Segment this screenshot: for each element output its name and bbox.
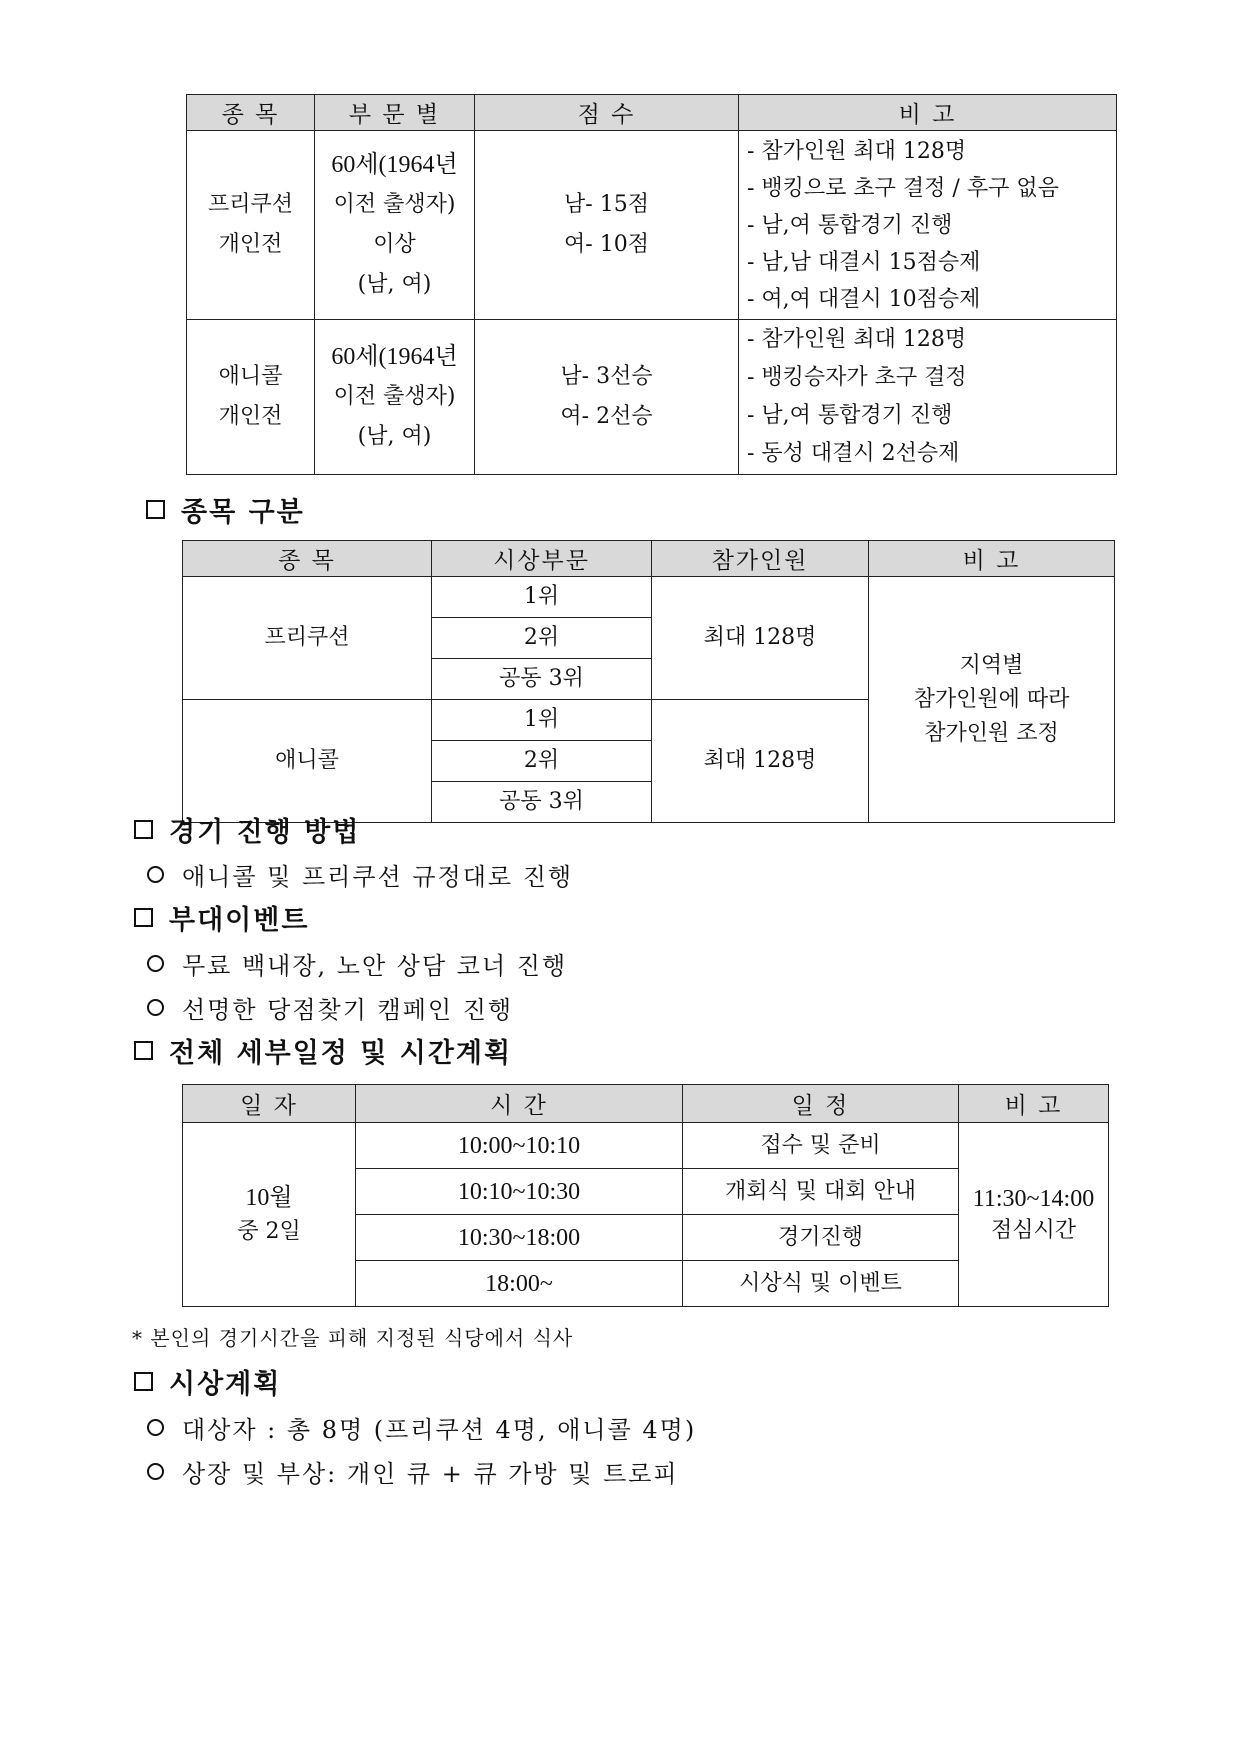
header-division: 부 문 별	[315, 95, 475, 131]
notes-cell: 11:30~14:00 점심시간	[959, 1123, 1109, 1307]
header-award-category: 시상부문	[432, 541, 652, 577]
awards-table	[182, 540, 1115, 823]
section-heading-side-events: 부대이벤트	[134, 898, 309, 937]
circle-bullet-icon	[147, 999, 164, 1016]
checkbox-square-icon	[134, 1041, 153, 1060]
header-participants: 참가인원	[652, 541, 869, 577]
rank-cell: 2위	[432, 618, 652, 659]
header-notes: 비 고	[959, 1085, 1109, 1123]
time-cell: 10:00~10:10	[356, 1123, 683, 1169]
header-notes: 비 고	[869, 541, 1115, 577]
header-score: 점 수	[475, 95, 739, 131]
bullet-item: 대상자 : 총 8명 (프리쿠션 4명, 애니콜 4명)	[147, 1410, 696, 1445]
bullet-item: 무료 백내장, 노안 상담 코너 진행	[147, 946, 567, 981]
participants-cell: 최대 128명	[652, 700, 869, 823]
rank-cell: 2위	[432, 741, 652, 782]
event-cell: 프리쿠션	[183, 577, 432, 700]
header-date: 일 자	[183, 1085, 356, 1123]
circle-bullet-icon	[147, 866, 164, 883]
event-cell: 애니콜 개인전	[187, 320, 315, 475]
checkbox-square-icon	[146, 500, 165, 519]
section-heading-event-types: 종목 구분	[146, 490, 305, 529]
score-cell: 남- 3선승 여- 2선승	[475, 320, 739, 475]
rules-table	[186, 94, 1117, 475]
section-heading-method: 경기 진행 방법	[134, 810, 360, 849]
division-cell: 60세(1964년 이전 출생자) (남, 여)	[315, 320, 475, 475]
rank-cell: 공동 3위	[432, 659, 652, 700]
event-cell: 애니콜	[183, 700, 432, 823]
time-cell: 10:10~10:30	[356, 1169, 683, 1215]
circle-bullet-icon	[147, 1419, 164, 1436]
rank-cell: 공동 3위	[432, 782, 652, 823]
rank-cell: 1위	[432, 577, 652, 618]
circle-bullet-icon	[147, 1463, 164, 1480]
header-schedule: 일 정	[683, 1085, 959, 1123]
circle-bullet-icon	[147, 955, 164, 972]
schedule-cell: 접수 및 준비	[683, 1123, 959, 1169]
schedule-cell: 시상식 및 이벤트	[683, 1261, 959, 1307]
section-heading-schedule: 전체 세부일정 및 시간계획	[134, 1031, 512, 1070]
header-event: 종 목	[187, 95, 315, 131]
checkbox-square-icon	[134, 820, 153, 839]
division-cell: 60세(1964년 이전 출생자) 이상 (남, 여)	[315, 131, 475, 320]
bullet-item: 애니콜 및 프리쿠션 규정대로 진행	[147, 857, 573, 892]
header-event: 종 목	[183, 541, 432, 577]
section-heading-awards: 시상계획	[134, 1362, 281, 1401]
checkbox-square-icon	[134, 908, 153, 927]
header-time: 시 간	[356, 1085, 683, 1123]
notes-cell: - 참가인원 최대 128명 - 뱅킹으로 초구 결정 / 후구 없음 - 남,여 통합경기 진행 - 남,남 대결시 15점승제 - 여,여 대결시 10점승제	[739, 131, 1117, 320]
schedule-cell: 개회식 및 대회 안내	[683, 1169, 959, 1215]
notes-cell: - 참가인원 최대 128명 - 뱅킹승자가 초구 결정 - 남,여 통합경기 진행 - 동성 대결시 2선승제	[739, 320, 1117, 475]
schedule-table	[182, 1084, 1109, 1307]
event-cell: 프리쿠션 개인전	[187, 131, 315, 320]
date-cell: 10월 중 2일	[183, 1123, 356, 1307]
time-cell: 18:00~	[356, 1261, 683, 1307]
participants-cell: 최대 128명	[652, 577, 869, 700]
header-notes: 비 고	[739, 95, 1117, 131]
checkbox-square-icon	[134, 1372, 153, 1391]
score-cell: 남- 15점 여- 10점	[475, 131, 739, 320]
schedule-cell: 경기진행	[683, 1215, 959, 1261]
time-cell: 10:30~18:00	[356, 1215, 683, 1261]
meal-note: * 본인의 경기시간을 피해 지정된 식당에서 식사	[132, 1326, 574, 1350]
rank-cell: 1위	[432, 700, 652, 741]
notes-cell: 지역별 참가인원에 따라 참가인원 조정	[869, 577, 1115, 823]
bullet-item: 선명한 당점찾기 캠페인 진행	[147, 990, 513, 1025]
bullet-item: 상장 및 부상: 개인 큐 + 큐 가방 및 트로피	[147, 1454, 679, 1489]
